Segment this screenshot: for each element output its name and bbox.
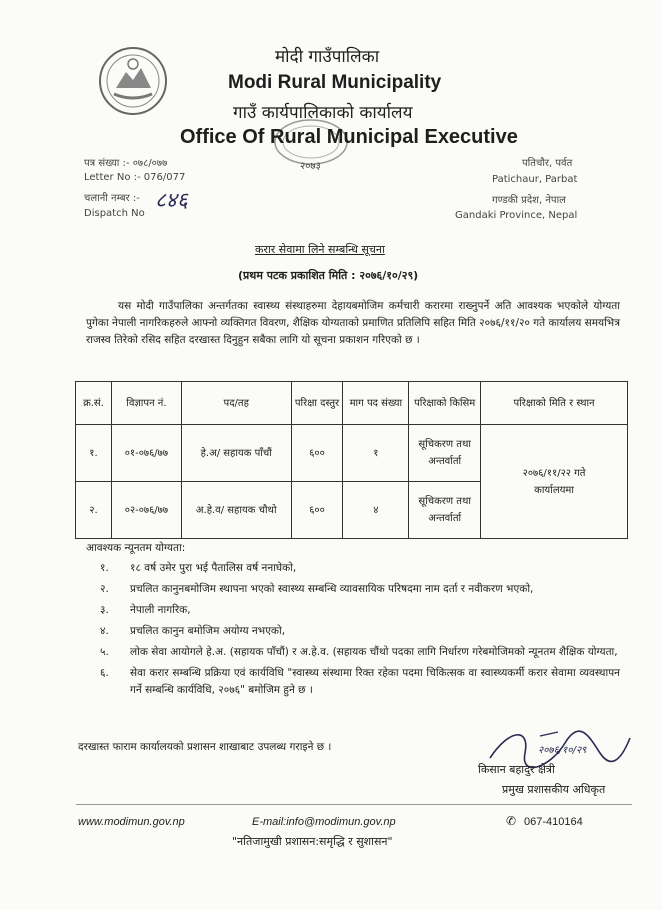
cell-post: अ.हे.व/ सहायक चौथो [181,482,291,539]
footer-website[interactable]: www.modimun.gov.np [78,816,185,828]
col-header-exam-type: परिक्षाको किसिम [409,382,481,425]
table-row [76,425,628,482]
list-item: १. १८ वर्ष उमेर पुरा भई पैतालिस वर्ष ननाघेको, [100,562,297,574]
requirements-title: आवश्यक न्यूनतम योग्यता: [86,542,186,554]
dispatch-no-ne: चलानी नम्बर :- [84,193,140,204]
col-header-adv-no: विज्ञापन नं. [111,382,181,425]
closing-note: दरखास्त फाराम कार्यालयको प्रशासन शाखाबाट उपलब्ध गराइने छ । [78,741,332,753]
municipality-name-ne: मोदी गाउँपालिका [275,47,380,67]
cell-sn: १. [76,425,112,482]
list-item: ४. प्रचलित कानुन बमोजिम अयोग्य नभएको, [100,625,286,637]
address-line2-en: Gandaki Province, Nepal [455,210,578,221]
municipality-name-en: Modi Rural Municipality [228,72,442,93]
footer-email[interactable]: E-mail:info@modimun.gov.np [252,816,396,828]
phone-icon: ✆ [506,814,517,828]
stamp-year: २०७३ [300,161,321,172]
footer-motto: "नतिजामुखी प्रशासन:समृद्धि र सुशासन" [232,835,393,848]
cell-adv-no: ०२-०७६/७७ [111,482,181,539]
signatory-name: किसान बहादुर क्षेत्री [478,763,555,776]
cell-adv-no: ०१-०७६/७७ [111,425,181,482]
cell-exam-type: सूचिकरण तथा अन्तर्वार्ता [409,482,481,539]
signature-date: २०७६/१०/२९ [538,745,587,756]
cell-count: १ [343,425,409,482]
notice-title: करार सेवामा लिने सम्बन्धि सूचना [255,243,385,256]
address-line1-ne: पतिचौर, पर्वत [522,158,573,169]
office-name-ne: गाउँ कार्यपालिकाको कार्यालय [233,103,413,123]
footer-phone: 067-410164 [524,816,583,828]
col-header-date-place: परिक्षाको मिति र स्थान [481,382,628,425]
requirements-list [100,560,620,703]
cell-date-place: २०७६/११/२२ गते कार्यालयमा [481,425,628,539]
address-line2-ne: गण्डकी प्रदेश, नेपाल [492,195,566,206]
address-line1-en: Patichaur, Parbat [492,174,578,185]
footer-divider [76,804,632,805]
cell-post: हे.अ/ सहायक पाँचौं [181,425,291,482]
col-header-fee: परिक्षा दस्तुर [291,382,343,425]
dispatch-number: ८४६ [155,188,188,212]
notice-subtitle: (प्रथम पटक प्रकाशित मिति : २०७६/१०/२९) [238,269,419,282]
col-header-post: पद/तह [181,382,291,425]
vacancy-table [75,381,628,539]
cell-sn: २. [76,482,112,539]
office-name-en: Office Of Rural Municipal Executive [180,126,518,148]
col-header-sn: क्र.सं. [76,382,112,425]
list-item: २. प्रचलित कानुनबमोजिम स्थापना भएको स्वास्थ्य सम्बन्धि व्यावसायिक परिषदमा नाम दर्ता र नवीकरण भएको, [100,583,534,595]
cell-fee: ६०० [291,482,343,539]
cell-count: ४ [343,482,409,539]
signatory-designation: प्रमुख प्रशासकीय अधिकृत [502,783,606,796]
cell-fee: ६०० [291,425,343,482]
letter-no-en: Letter No :- 076/077 [84,172,186,183]
list-item: ६. सेवा करार सम्बन्धि प्रक्रिया एवं कार्यविधि "स्वास्थ्य संस्थामा रिक्त रहेका पदमा चिकित्सक वा स्वास्थ्यकर्मी करार सेवामा व्यवस्थापन गर्ने सम्बन्धि कार्यविधि, २०७६" बमोजिम हुने छ । [100,667,620,696]
col-header-count: माग पद संख्या [343,382,409,425]
letter-no-ne: पत्र संख्या :- ०७८/०७७ [84,158,168,169]
notice-body: यस मोदी गाउँपालिका अन्तर्गतका स्वास्थ्य संस्थाहरुमा देहायबमोजिम कर्मचारी करारमा राख्नुपर्ने अति आवश्यक भएकोले योग्यता पुगेका नेपाली नागरिकहरुले आफ्नो व्यक्तिगत विवरण, शैक्षिक योग्यताको प्रमाणित प्रतिलिपि सहित मिति २०७६/११/२० गते कार्यालय समयभित्र राजस्व तिरेको रसिद सहित दरखास्त दिनुहुन सबैका लागि यो सूचना प्रकाशन गरिएको छ । [86,300,620,346]
cell-exam-type: सूचिकरण तथा अन्तर्वार्ता [409,425,481,482]
list-item: ३. नेपाली नागरिक, [100,604,191,616]
table-header-row [76,382,628,425]
nepal-emblem-icon [96,44,170,118]
dispatch-no-en: Dispatch No [84,208,145,219]
list-item: ५. लोक सेवा आयोगले हे.अ. (सहायक पाँचौं) र अ.हे.व. (सहायक चौंथो पदका लागि निर्धारण गरेबमोजिमको न्यूनतम शैक्षिक योग्यता, [100,646,618,658]
